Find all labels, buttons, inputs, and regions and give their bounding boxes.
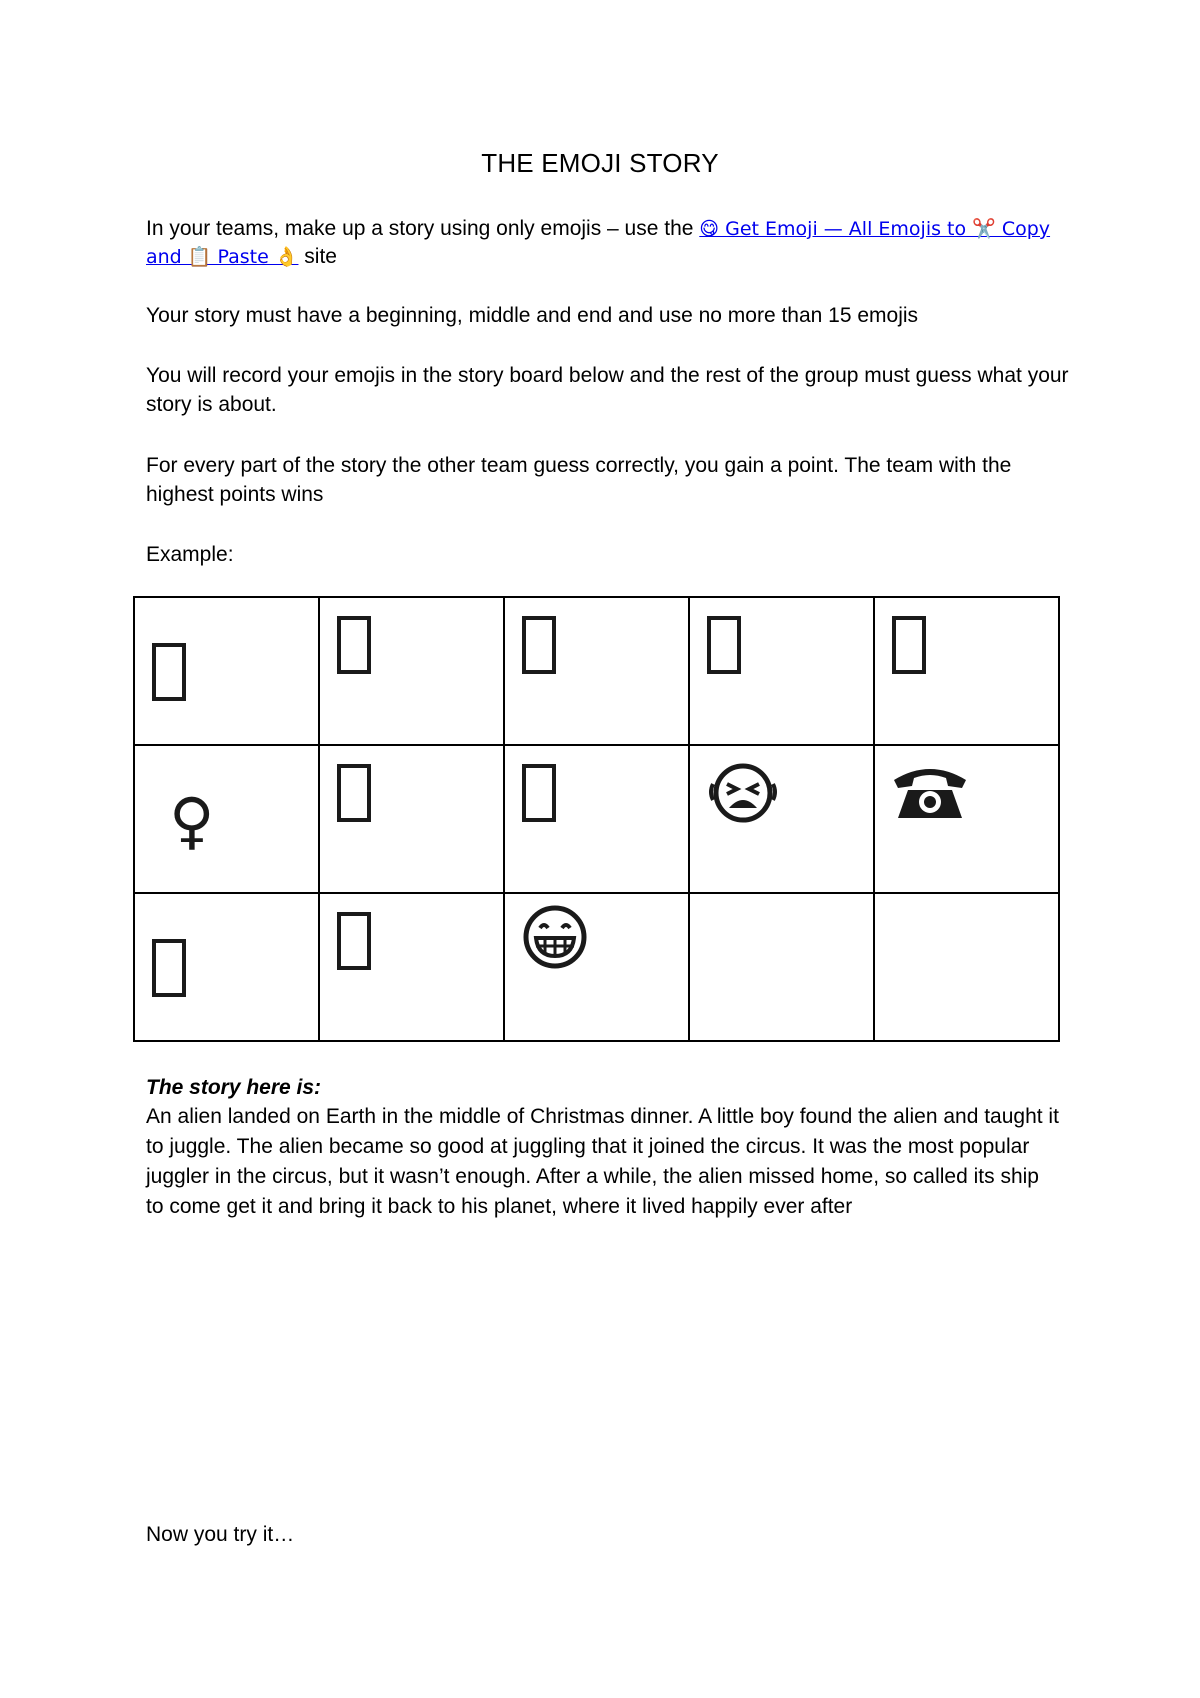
rule-length: Your story must have a beginning, middle and end and use no more than 15 emojis	[146, 304, 919, 327]
missing-glyph-icon	[337, 616, 371, 674]
story-board-cell	[689, 597, 874, 745]
story-board-cell	[504, 745, 689, 893]
intro-paragraph	[146, 215, 1076, 271]
missing-glyph-icon	[337, 764, 371, 822]
story-board-cell-empty	[689, 893, 874, 1041]
grinning-face-icon	[522, 904, 588, 970]
missing-glyph-icon	[522, 616, 556, 674]
page-title: THE EMOJI STORY	[481, 148, 719, 178]
missing-glyph-icon	[892, 616, 926, 674]
story-heading: The story here is:	[146, 1076, 322, 1099]
missing-glyph-icon	[152, 939, 186, 997]
intro-prefix: In your teams, make up a story using only emojis – use the	[146, 217, 700, 240]
story-board-cell	[874, 597, 1059, 745]
story-board-cell	[504, 597, 689, 745]
story-board-cell	[134, 893, 319, 1041]
story-board-cell	[134, 745, 319, 893]
story-text: An alien landed on Earth in the middle of Christmas dinner. A little boy found the alien and taught it to juggle. The alien became so good at juggling that it joined the circus. It was the most popular juggler in the circus, but it wasn’t enough. After a while, the alien missed home, so called its ship to come get it and bring it back to his planet, where it lived happily ever after	[146, 1105, 1059, 1218]
intro-suffix: site	[298, 245, 337, 268]
closing-line: Now you try it…	[146, 1523, 295, 1546]
story-board-cell	[319, 893, 504, 1041]
missing-glyph-icon	[152, 643, 186, 701]
story-board	[133, 596, 1060, 1042]
missing-glyph-icon	[522, 764, 556, 822]
story-board-cell-empty	[874, 893, 1059, 1041]
crying-face-icon	[707, 762, 779, 824]
get-emoji-link[interactable]: 😋 Get Emoji — All Emojis to ✂️ Copy and 📋 Paste 👌	[146, 218, 1051, 268]
female-sign-icon: ♀	[169, 784, 215, 857]
story-board-cell	[319, 745, 504, 893]
telephone-icon	[890, 762, 970, 820]
story-board-row	[134, 597, 1059, 745]
story-board-cell	[319, 597, 504, 745]
story-board-row	[134, 745, 1059, 893]
story-board-cell	[874, 745, 1059, 893]
missing-glyph-icon	[337, 912, 371, 970]
story-board-cell	[134, 597, 319, 745]
story-board-row	[134, 893, 1059, 1041]
missing-glyph-icon	[707, 616, 741, 674]
rule-record: You will record your emojis in the story board below and the rest of the group must guess what your story is about.	[146, 364, 1069, 416]
story-board-cell	[689, 745, 874, 893]
rule-points: For every part of the story the other team guess correctly, you gain a point. The team with the highest points wins	[146, 454, 1012, 506]
example-label: Example:	[146, 543, 234, 566]
story-board-cell	[504, 893, 689, 1041]
